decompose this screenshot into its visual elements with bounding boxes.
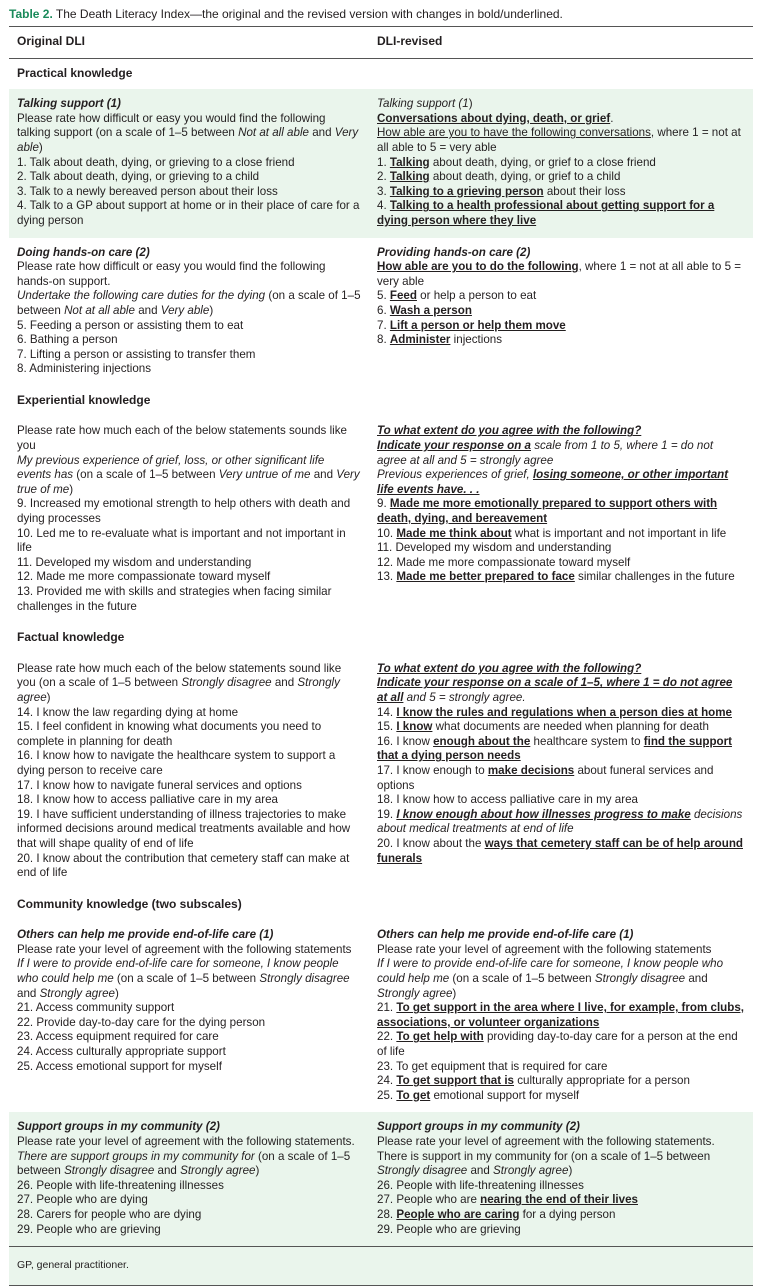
text-run: 9. Increased my emotional strength to help others with death and dying processes (17, 497, 351, 526)
table-row (9, 89, 753, 237)
cell-line (17, 333, 361, 348)
cell-line (377, 1030, 745, 1059)
emphasis-text: Strongly agree (17, 676, 340, 704)
text-run: 26. People with life-threatening illnesses (377, 1178, 584, 1192)
text-run: There is support in my community for (on a scale of 1–5 between (377, 1149, 711, 1163)
emphasis-text: Previous experiences of grief, (377, 468, 533, 482)
cell-line (377, 957, 745, 1001)
revised-change-text: To get help with (396, 1030, 484, 1044)
text-run: 1. Talk about death, dying, or grieving to a close friend (17, 155, 295, 169)
text-run: ) (468, 97, 473, 111)
table-body (9, 58, 753, 1247)
text-run: Please rate how difficult or easy you would find the following hands-on support. (17, 260, 326, 288)
emphasis-text: Strongly disagree (377, 1164, 468, 1178)
revised-change-text: enough about the (433, 734, 531, 748)
item-group-heading: Doing hands-on care (2) (17, 245, 150, 259)
cell-line (377, 837, 745, 866)
text-run: 8. Administering injections (17, 362, 152, 376)
text-run: 19. (377, 807, 397, 821)
text-run: Please rate how much each of the below statements sounds like you (17, 424, 347, 453)
cell-line (17, 362, 361, 377)
revised-change-text: To what extent do you agree with the following? (377, 424, 642, 438)
cell-line (17, 585, 361, 614)
text-run: providing day-to-day care for a person at the end of life (377, 1030, 738, 1059)
cell-line (377, 570, 745, 585)
text-run: Please rate how much each of the below statements sound like you (on a scale of 1–5 between (17, 661, 342, 690)
revised-change-text: find the support that a dying person needs (377, 734, 732, 763)
text-run: and (685, 972, 708, 986)
cell-line (17, 793, 361, 808)
text-run: . (610, 111, 614, 125)
text-run: 22. (377, 1030, 397, 1044)
text-run: 17. I know enough to (377, 763, 488, 777)
original-dli-cell (9, 416, 369, 623)
emphasis-text: Not at all able (238, 126, 309, 140)
text-run: 1. (377, 155, 390, 169)
revised-change-text: Lift a person or help them move (389, 318, 566, 332)
text-run: about death, dying, or grief to a child (429, 170, 621, 184)
text-run: ) (255, 1164, 260, 1178)
emphasis-text: decisions about medical treatments at end of life (377, 807, 743, 836)
cell-line (17, 749, 361, 778)
text-run: 4. (377, 199, 390, 213)
text-run: 20. I know about the contribution that cemetery staff can make at end of life (17, 851, 350, 880)
text-run: Please rate your level of agreement with the following statements (17, 942, 352, 956)
text-run: about their loss (543, 184, 626, 198)
section-title: Factual knowledge (9, 623, 753, 654)
text-run: 4. Talk to a GP about support at home or in their place of care for a dying person (17, 199, 360, 227)
text-run: 5. Feeding a person or assisting them to eat (17, 318, 244, 332)
dli-table (9, 26, 753, 1286)
text-run: 12. Made me more compassionate toward myself (377, 555, 631, 569)
emphasis-text: If I were to provide end-of-life care for someone, I know people who could help me (17, 957, 339, 986)
cell-line (377, 439, 745, 468)
cell-line (377, 793, 745, 808)
cell-line (377, 1120, 745, 1135)
header-original-dli: Original DLI (9, 27, 369, 59)
text-run: 8. (377, 333, 390, 347)
cell-line (17, 527, 361, 556)
cell-line (17, 852, 361, 881)
dli-revised-cell (369, 89, 753, 237)
cell-line (17, 662, 361, 706)
text-run: about death, dying, or grief to a close friend (429, 155, 656, 169)
text-run: (on a scale of 1–5 between (113, 972, 260, 986)
emphasis-text: Strongly disagree (64, 1164, 155, 1178)
text-run: 9. (377, 497, 390, 511)
text-run: 13. (377, 570, 397, 584)
emphasis-text: There are support groups in my community for (17, 1149, 255, 1163)
text-run: 29. People who are grieving (17, 1222, 161, 1236)
text-run: and (271, 676, 298, 690)
text-run: and (154, 1164, 181, 1178)
text-run: ) (209, 303, 214, 317)
emphasis-text: Very untrue of me (218, 468, 311, 482)
revised-change-text: Made me more emotionally prepared to support others with death, dying, and bereavement (377, 497, 718, 526)
text-run: 7. Lifting a person or assisting to transfer them (17, 347, 256, 361)
emphasis-text: Strongly disagree (181, 676, 272, 690)
item-group-heading: Support groups in my community (2) (377, 1120, 580, 1134)
cell-line (377, 1060, 745, 1075)
emphasis-text: Very able (17, 126, 359, 154)
section-title: Community knowledge (two subscales) (9, 890, 753, 921)
cell-line (17, 260, 361, 289)
cell-line (17, 319, 361, 334)
revised-change-text: losing someone, or other important life events have. . . (377, 468, 729, 496)
emphasis-text: Very able (160, 303, 210, 317)
text-run: 14. (377, 705, 397, 719)
text-run: ) (69, 482, 74, 496)
text-run: healthcare system to (530, 734, 644, 748)
revised-change-text: make decisions (487, 763, 575, 777)
revised-change-text: ways that cemetery staff can be of help around funerals (377, 836, 743, 865)
revised-change-text: Feed (389, 289, 417, 303)
table-row (9, 654, 753, 890)
text-run: 27. People who are (377, 1193, 481, 1207)
table-caption-text: The Death Literacy Index—the original and the revised version with changes in bold/underlined. (55, 7, 563, 21)
cell-line (17, 112, 361, 156)
text-run: and (308, 126, 335, 140)
cell-line (17, 1150, 361, 1179)
cell-line (17, 348, 361, 363)
dli-revised-cell (369, 920, 753, 1112)
text-run: 6. (377, 303, 390, 317)
cell-line (17, 1179, 361, 1194)
revised-change-text: How able are you to do the following (377, 260, 579, 274)
cell-line (377, 541, 745, 556)
text-run: 19. I have sufficient understanding of illness trajectories to make informed decisions around medical treatments available and how that will shape quality of end of life (17, 807, 351, 850)
emphasis-text: Talking support (1 (377, 97, 469, 111)
text-run: (on a scale of 1–5 between (17, 1149, 351, 1178)
text-run: ) (568, 1164, 573, 1178)
cell-line (377, 1208, 745, 1223)
text-run: 3. (377, 184, 390, 198)
text-run: 13. Provided me with skills and strategies when facing similar challenges in the future (17, 585, 332, 613)
cell-line (17, 779, 361, 794)
text-run: 24. Access culturally appropriate support (17, 1045, 226, 1059)
text-run: what documents are needed when planning for death (432, 720, 709, 734)
emphasis-text: Undertake the following care duties for the dying (17, 289, 266, 303)
cell-line (17, 1208, 361, 1223)
dli-revised-cell (369, 416, 753, 623)
text-run: Please rate your level of agreement with the following statements (377, 942, 712, 956)
cell-line (17, 1030, 361, 1045)
text-run: , where 1 = not at all able to 5 = very able (377, 260, 742, 288)
text-run: 15. I feel confident in knowing what documents you need to complete in planning for death (17, 720, 322, 748)
cell-line (17, 1001, 361, 1016)
cell-line (377, 662, 745, 677)
text-run: (on a scale of 1–5 between (73, 468, 219, 482)
cell-line (377, 706, 745, 721)
section-title: Practical knowledge (9, 58, 753, 89)
text-run: 22. Provide day-to-day care for the dying person (17, 1015, 266, 1029)
cell-line (17, 246, 361, 261)
text-run: emotional support for myself (430, 1088, 580, 1102)
emphasis-text: My previous experience of grief, loss, or other significant life events has (17, 453, 325, 482)
cell-line (17, 1223, 361, 1238)
section-header-row (9, 890, 753, 921)
text-run: 29. People who are grieving (377, 1222, 521, 1236)
cell-line (377, 333, 745, 348)
cell-line (17, 424, 361, 453)
text-run: ) (46, 690, 51, 704)
emphasis-text: Strongly agree (377, 986, 453, 1000)
cell-line (17, 199, 361, 228)
dli-revised-cell (369, 238, 753, 386)
text-run: Please rate your level of agreement with the following statements. (377, 1135, 715, 1148)
text-run: 14. I know the law regarding dying at home (17, 705, 239, 719)
item-group-heading: Talking support (1) (17, 97, 121, 111)
cell-line (17, 957, 361, 1001)
text-run: Please rate your level of agreement with the following statements. (17, 1135, 355, 1148)
header-row (9, 27, 753, 59)
footnote-row (9, 1247, 753, 1286)
cell-line (377, 1074, 745, 1089)
cell-line (17, 928, 361, 943)
footnote: GP, general practitioner. (9, 1247, 753, 1286)
item-group-heading: Others can help me provide end-of-life care (1) (377, 928, 634, 942)
text-run: Please rate how difficult or easy you would find the following talking support (on a scale of 1–5 between (17, 111, 326, 140)
emphasis-text: Strongly agree (493, 1164, 569, 1178)
cell-line (377, 1089, 745, 1104)
text-run: culturally appropriate for a person (514, 1074, 690, 1088)
revised-change-text: Talking (389, 155, 430, 169)
cell-line (377, 424, 745, 439)
item-group-heading: Others can help me provide end-of-life care (1) (17, 928, 274, 942)
text-run: 2. (377, 170, 390, 184)
emphasis-text: Strongly disagree (259, 972, 350, 986)
cell-line (17, 1120, 361, 1135)
emphasis-text: Strongly disagree (594, 972, 686, 986)
cell-line (17, 1193, 361, 1208)
text-run: 17. I know how to navigate funeral services and options (17, 778, 302, 792)
text-run: 15. (377, 720, 397, 734)
cell-line (377, 1001, 745, 1030)
text-run: 20. I know about the (377, 836, 485, 850)
section-header-row (9, 386, 753, 417)
table-caption-label: Table 2. (9, 7, 53, 21)
text-run: 23. To get equipment that is required for care (377, 1059, 608, 1073)
revised-change-text: I know (396, 720, 433, 734)
emphasis-text: Not at all able (64, 303, 135, 317)
cell-line (17, 185, 361, 200)
cell-line (377, 126, 745, 155)
revised-change-text: Conversations about dying, death, or grief (377, 111, 611, 125)
revised-change-text: To get support in the area where I live, for example, from clubs, associations, or volunteer organizations (377, 1001, 745, 1029)
cell-line (17, 1045, 361, 1060)
emphasis-text: How able are you to have the following conversations (377, 126, 651, 140)
text-run: about funeral services and options (377, 763, 714, 792)
table-caption (9, 6, 563, 22)
cell-line (377, 260, 745, 289)
text-run: 16. I know how to navigate the healthcare system to support a dying person to receive care (17, 749, 336, 777)
text-run: 18. I know how to access palliative care in my area (377, 793, 638, 807)
cell-line (17, 156, 361, 171)
cell-line (17, 943, 361, 958)
revised-change-text: Made me better prepared to face (396, 570, 575, 584)
cell-line (377, 1179, 745, 1194)
cell-line (17, 706, 361, 721)
cell-line (377, 556, 745, 571)
revised-change-text: I know enough about how illnesses progress to make (396, 807, 691, 821)
text-run: 2. Talk about death, dying, or grieving to a child (17, 170, 260, 184)
emphasis-text: scale from 1 to 5, where 1 = do not agree at all and 5 = strongly agree (377, 439, 714, 467)
dli-revised-cell (369, 1112, 753, 1246)
cell-line (377, 97, 745, 112)
cell-line (377, 764, 745, 793)
cell-line (377, 319, 745, 334)
cell-line (17, 289, 361, 318)
table-row (9, 1112, 753, 1246)
text-run: 25. (377, 1088, 397, 1102)
text-run: 11. Developed my wisdom and understanding (17, 555, 252, 569)
text-run: injections (450, 333, 503, 347)
text-run: 5. (377, 289, 390, 303)
cell-line (17, 1060, 361, 1075)
cell-line (17, 808, 361, 852)
cell-line (17, 1135, 361, 1150)
emphasis-text: Strongly agree (39, 986, 115, 1000)
revised-change-text: People who are caring (396, 1207, 520, 1221)
cell-line (377, 676, 745, 705)
cell-line (377, 527, 745, 542)
cell-line (377, 304, 745, 319)
cell-line (17, 556, 361, 571)
original-dli-cell (9, 1112, 369, 1246)
dli-revised-cell (369, 654, 753, 890)
text-run: 10. Led me to re-evaluate what is important and not important in life (17, 526, 346, 555)
cell-line (377, 497, 745, 526)
revised-change-text: Talking (389, 170, 430, 184)
cell-line (377, 1150, 745, 1179)
text-run: 18. I know how to access palliative care in my area (17, 793, 278, 807)
text-run: ) (38, 140, 43, 154)
cell-line (377, 1193, 745, 1208)
original-dli-cell (9, 238, 369, 386)
original-dli-cell (9, 654, 369, 890)
text-run: (on a scale of 1–5 between (17, 289, 361, 317)
cell-line (377, 468, 745, 497)
header-dli-revised: DLI-revised (369, 27, 753, 59)
cell-line (377, 1135, 745, 1150)
text-run: or help a person to eat (416, 289, 537, 303)
cell-line (377, 246, 745, 261)
cell-line (17, 170, 361, 185)
text-run: 24. (377, 1074, 397, 1088)
text-run: 16. I know (377, 734, 434, 748)
item-group-heading: Providing hands-on care (2) (377, 245, 531, 259)
revised-change-text: Administer (389, 333, 451, 347)
cell-line (17, 97, 361, 112)
text-run: 12. Made me more compassionate toward myself (17, 570, 271, 584)
cell-line (17, 454, 361, 498)
section-header-row (9, 58, 753, 89)
table-row (9, 238, 753, 386)
text-run: , where 1 = not at all able to 5 = very able (377, 126, 741, 154)
original-dli-cell (9, 89, 369, 237)
cell-line (377, 185, 745, 200)
text-run: 3. Talk to a newly bereaved person about their loss (17, 184, 278, 198)
revised-change-text: Wash a person (389, 303, 472, 317)
text-run: similar challenges in the future (574, 570, 735, 584)
text-run: 10. (377, 526, 397, 540)
revised-change-text: Indicate your response on a (377, 439, 531, 453)
text-run: and (467, 1164, 494, 1178)
original-dli-cell (9, 920, 369, 1112)
section-header-row (9, 623, 753, 654)
text-run: 28. Carers for people who are dying (17, 1207, 202, 1221)
emphasis-text: Strongly agree (180, 1164, 256, 1178)
text-run: what is important and not important in life (511, 526, 727, 540)
revised-change-text: I know the rules and regulations when a person dies at home (396, 705, 732, 719)
text-run: 27. People who are dying (17, 1193, 148, 1207)
text-run: ) (114, 986, 119, 1000)
revised-change-text: Made me think about (396, 526, 512, 540)
table-row (9, 920, 753, 1112)
cell-line (377, 199, 745, 228)
revised-change-text: Indicate your response on a scale of 1–5, where 1 = do not agree at all (377, 676, 733, 704)
cell-line (377, 943, 745, 958)
text-run: 21. Access community support (17, 1001, 175, 1015)
cell-line (377, 1223, 745, 1238)
cell-line (377, 735, 745, 764)
cell-line (17, 1016, 361, 1031)
text-run: and (134, 303, 161, 317)
revised-change-text: nearing the end of their lives (480, 1193, 638, 1207)
table-row (9, 416, 753, 623)
cell-line (377, 928, 745, 943)
cell-line (17, 497, 361, 526)
emphasis-text: Very true of me (17, 468, 360, 496)
revised-change-text: Talking to a grieving person (389, 184, 544, 198)
revised-change-text: To get (396, 1088, 431, 1102)
text-run: 23. Access equipment required for care (17, 1030, 219, 1044)
text-run: 6. Bathing a person (17, 333, 118, 347)
cell-line (17, 720, 361, 749)
section-title: Experiential knowledge (9, 386, 753, 417)
item-group-heading: Support groups in my community (2) (17, 1120, 220, 1134)
text-run: for a dying person (519, 1207, 616, 1221)
text-run: 11. Developed my wisdom and understanding (377, 541, 612, 555)
emphasis-text: If I were to provide end-of-life care for someone, I know people who could help me (377, 957, 724, 986)
text-run: ) (452, 986, 457, 1000)
cell-line (377, 720, 745, 735)
cell-line (17, 570, 361, 585)
text-run: 26. People with life-threatening illnesses (17, 1178, 224, 1192)
cell-line (377, 170, 745, 185)
text-run: (on a scale of 1–5 between (449, 972, 595, 986)
revised-change-text: Talking to a health professional about getting support for a dying person where they live (377, 199, 715, 227)
text-run: and (310, 468, 337, 482)
text-run: 7. (377, 318, 390, 332)
cell-line (377, 156, 745, 171)
cell-line (377, 808, 745, 837)
revised-change-text: To what extent do you agree with the following? (377, 661, 642, 675)
revised-change-text: To get support that is (396, 1074, 514, 1088)
emphasis-text: and 5 = strongly agree. (403, 690, 526, 704)
text-run: and (17, 986, 40, 1000)
cell-line (377, 289, 745, 304)
text-run: 25. Access emotional support for myself (17, 1059, 222, 1073)
text-run: 28. (377, 1207, 397, 1221)
text-run: 21. (377, 1001, 397, 1015)
cell-line (377, 112, 745, 127)
